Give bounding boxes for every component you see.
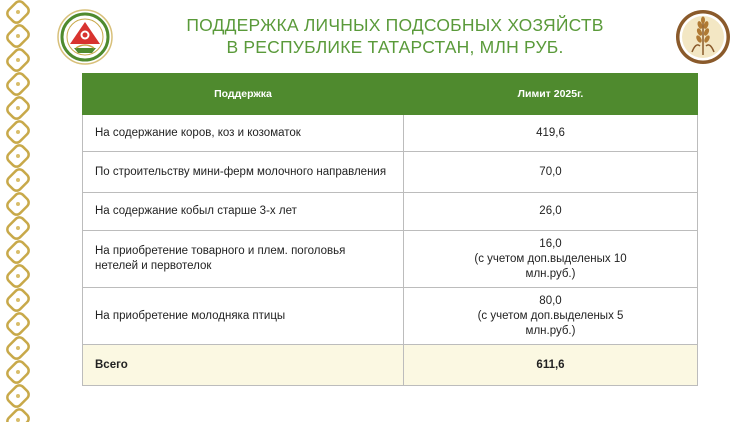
page-title-line-1: ПОДДЕРЖКА ЛИЧНЫХ ПОДСОБНЫХ ХОЗЯЙСТВ [186, 15, 604, 35]
page-title [130, 14, 660, 58]
row-value-amount: 70,0 [539, 165, 562, 178]
total-row [83, 345, 698, 386]
column-header-limit: Лимит 2025г. [404, 74, 698, 115]
row-value-amount: 16,0 [539, 237, 562, 250]
row-value [404, 115, 698, 152]
row-value [404, 231, 698, 288]
row-value-amount: 26,0 [539, 205, 562, 217]
table-row [83, 152, 698, 193]
table-row [83, 231, 698, 288]
table-row [83, 288, 698, 345]
row-value-amount: 419,6 [536, 126, 565, 139]
row-value-amount: 80,0 [539, 294, 562, 307]
table-row [83, 115, 698, 152]
support-table [82, 73, 698, 386]
decorative-border-ornament [4, 0, 32, 422]
table-row [83, 193, 698, 231]
table-header-row [83, 74, 698, 115]
row-value-note: (с учетом доп.выделеных 10 млн.руб.) [474, 252, 627, 280]
row-value-note: (с учетом доп.выделеных 5 млн.руб.) [477, 309, 624, 337]
total-label: Всего [83, 345, 404, 386]
row-label: На содержание кобыл старше 3-х лет [83, 193, 404, 231]
row-label: На приобретение товарного и плем. поголовья нетелей и первотелок [83, 231, 404, 288]
row-label: На приобретение молодняка птицы [83, 288, 404, 345]
row-value [404, 288, 698, 345]
row-value [404, 193, 698, 231]
column-header-support: Поддержка [83, 74, 404, 115]
total-value: 611,6 [404, 345, 698, 386]
tatarstan-coat-of-arms-icon [56, 8, 114, 66]
page-title-line-2: В РЕСПУБЛИКЕ ТАТАРСТАН, МЛН РУБ. [226, 37, 564, 57]
row-label: На содержание коров, коз и козоматок [83, 115, 404, 152]
row-label: По строительству мини-ферм молочного направления [83, 152, 404, 193]
wheat-ears-emblem-icon [674, 8, 732, 66]
row-value [404, 152, 698, 193]
